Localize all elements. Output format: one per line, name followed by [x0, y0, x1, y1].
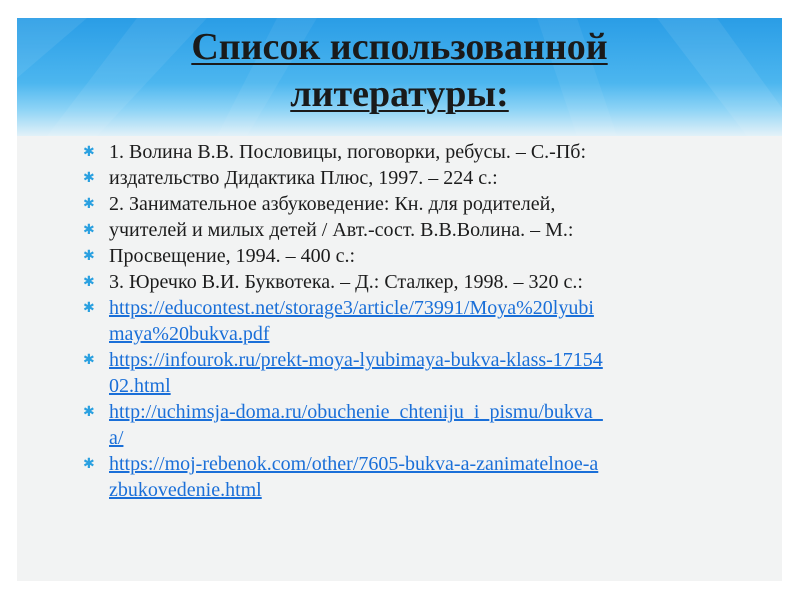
list-item-link [79, 451, 719, 477]
slide [17, 18, 782, 581]
list-item [79, 243, 719, 269]
reference-link-infourok-cont[interactable]: 02.html [109, 375, 171, 397]
reference-link-uchimsja-cont[interactable]: a/ [109, 427, 124, 449]
reference-link-uchimsja[interactable]: http://uchimsja-doma.ru/obuchenie_chteniju_i_pismu/bukva_ [109, 401, 603, 423]
list-item-text: издательство Дидактика Плюс, 1997. – 224 с.: [109, 167, 498, 189]
list-item-link-continuation [79, 373, 719, 399]
star-bullet-icon: ✱ [83, 145, 95, 160]
reference-link-educontest[interactable]: https://educontest.net/storage3/article/73991/Moya%20lyubi [109, 297, 594, 319]
star-bullet-icon: ✱ [83, 405, 95, 420]
list-item-link-continuation [79, 477, 719, 503]
list-item-text: 1. Волина В.В. Пословицы, поговорки, ребусы. – С.-Пб: [109, 141, 587, 163]
list-item [79, 269, 719, 295]
title-line-2: литературы: [290, 73, 509, 115]
list-item [79, 217, 719, 243]
star-bullet-icon: ✱ [83, 223, 95, 238]
list-item-text: 2. Занимательное азбуковедение: Кн. для родителей, [109, 193, 556, 215]
star-bullet-icon: ✱ [83, 353, 95, 368]
star-bullet-icon: ✱ [83, 249, 95, 264]
star-bullet-icon: ✱ [83, 171, 95, 186]
bibliography-list [79, 139, 719, 503]
list-item-link [79, 347, 719, 373]
list-item-link-continuation [79, 425, 719, 451]
reference-link-infourok[interactable]: https://infourok.ru/prekt-moya-lyubimaya-bukva-klass-17154 [109, 349, 603, 371]
header-band [17, 18, 782, 136]
list-item-text: учителей и милых детей / Авт.-сост. В.В.Волина. – М.: [109, 219, 574, 241]
star-bullet-icon: ✱ [83, 301, 95, 316]
reference-link-moj-rebenok-cont[interactable]: zbukovedenie.html [109, 479, 262, 501]
page-title [17, 24, 782, 118]
title-line-1: Список использованной [191, 26, 608, 68]
list-item-text: Просвещение, 1994. – 400 с.: [109, 245, 356, 267]
star-bullet-icon: ✱ [83, 457, 95, 472]
star-bullet-icon: ✱ [83, 197, 95, 212]
reference-link-moj-rebenok[interactable]: https://moj-rebenok.com/other/7605-bukva-a-zanimatelnoe-a [109, 453, 599, 475]
list-item [79, 165, 719, 191]
list-item-link [79, 399, 719, 425]
list-item-link [79, 295, 719, 321]
list-item [79, 139, 719, 165]
list-item-text: 3. Юречко В.И. Буквотека. – Д.: Сталкер, 1998. – 320 с.: [109, 271, 583, 293]
list-item-link-continuation [79, 321, 719, 347]
reference-link-educontest-cont[interactable]: maya%20bukva.pdf [109, 323, 270, 345]
list-item [79, 191, 719, 217]
star-bullet-icon: ✱ [83, 275, 95, 290]
